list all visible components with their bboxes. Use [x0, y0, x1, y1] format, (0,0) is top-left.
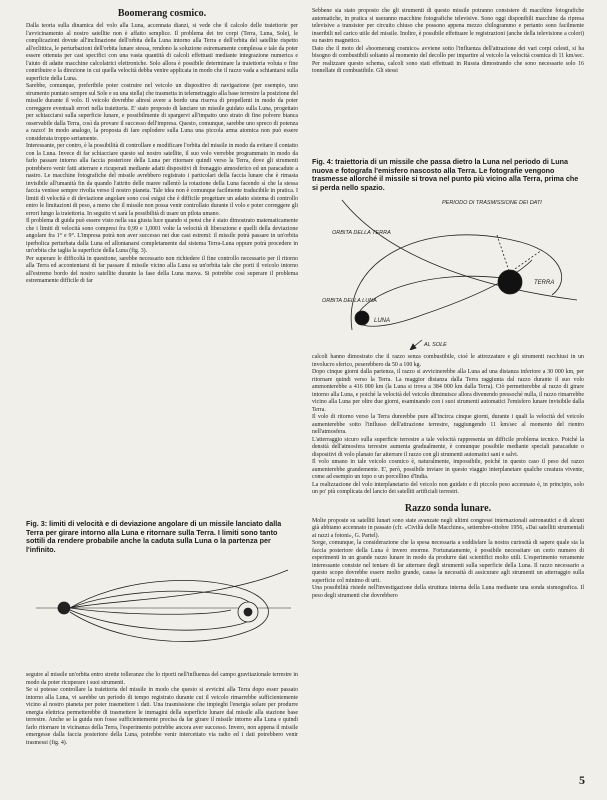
trajectory-path [70, 570, 288, 608]
transmission-label: PERIODO DI TRASMISSIONE DEI DATI [442, 200, 542, 206]
paragraph: Dato che il moto del «boomerang cosmico» avviene sotto l'influenza dell'attrazione dei vari corpi celesti, si ha bisogno di combustibili soltanto al momento del decollo per impartire al veicolo la velocità cosmica di 11 km/sec. Per realizzare questo schema, calcoli sono stati effettuati in Russia dimostrando che sono necessarie solo 16 tonnellate di combustibile. Gli stessi [312, 45, 584, 74]
paragraph: Dopo cinque giorni dalla partenza, il razzo si avvicinerebbe alla Luna ad una distanza inferiore a 30 000 km, per ritornare quindi verso la Terra. La maggior distanza dalla Terra raggiunta dal razzo durante il suo volo ammonterebbe a 416 000 km (la Luna si trova a 384 000 km dalla Terra). Ciò permetterebbe al razzo di girare intorno alla Luna, e poiché la velocità del veicolo diminuisce allora divenendo pressoché nulla, il razzo rimarrebbe vicino alla Luna per oltre due giorni, esaminando con i suoi strumenti automatici l'emisfero lunare invisibile dalla Terra. [312, 369, 584, 413]
left-column [26, 8, 298, 286]
fig3-caption: Fig. 3: limiti di velocità e di deviazione angolare di un missile lanciato dalla Terra per girare intorno alla Luna e ritornare sulla Terra. I limiti sono tanto sottili da rendere probabile anche la caduta sulla Luna o la partenza per l'infinito. [26, 519, 282, 554]
paragraph: Se si potesse controllare la traiettoria del missile in modo che questo si avvicini alla Terra dopo esser passato intorno alla Luna, vi sarebbe un periodo di tempo registrato durante cui il veicolo rimarrebbe sufficientemente vicino al nostro pianeta per poter trasmettere i dati. Una trasmissione che impieghi l'energia solare per produrre energia elettrica permetterebbe di trasmettere le immagini della superficie lunare dal missile alla stazione base terrestre. Anche se la guida non fosse sufficientemente precisa da far girare il missile intorno alla Luna e quindi farlo ritornare in vicinanza della Terra, l'esperimento potrebbe ancora aver successo. Invero, non appena il missile emergesse dalla faccia posteriore della Luna, potrebbe venir intercettato via radio ed i dati potrebbero venir trasmessi (fig. 4). [26, 687, 298, 746]
fig3-caption-block [26, 520, 298, 554]
fig4-caption-block [312, 158, 584, 192]
moon-orbit-label: ORBITA DELLA LUNA [322, 298, 377, 304]
left-column-bottom [26, 672, 298, 747]
moon-circle [355, 311, 369, 325]
moon-core [244, 608, 252, 616]
earth-orbit-label: ORBITA DELLA TERRA [332, 230, 391, 236]
paragraph: La realizzazione del volo interplanetario del veicolo non guidato e di piccolo peso accennato è, in principio, solo un po' più complicata del lancio dei satelliti artificiali terrestri. [312, 481, 584, 495]
paragraph: Dalla teoria sulla dinamica del volo alla Luna, accennata dianzi, si vede che il calcolo delle traiettorie per l'avvicinamento al nostro satellite non è affatto semplice. Il problema dei tre corpi (Terra, Luna, Sole), le complicazioni dovute all'inclinazione dell'orbita della Luna intorno alla Terra e dell'orbita del satellite rispetto all'eclittica, le perturbazioni dell'orbita lunare stessa, rendono la soluzione estremamente complessa e tale da poter essere ottenuta per casi specifici con una vasta quantità di calcoli effettuati mediante integrazione numerica e l'aiuto di adatte macchine calcolatrici elettroniche. Solo allora è possibile determinare la traiettoria voluta e fine contribuire e la direzione in cui quella velocità debba venire applicata in modo che il razzo vada a schiantarsi sulla superficie della Luna. [26, 23, 298, 82]
fig4-diagram [312, 190, 584, 350]
moon-label: LUNA [374, 318, 391, 324]
fig3-diagram [26, 550, 298, 670]
fig4-caption: Fig. 4: traiettoria di un missile che passa dietro la Luna nel periodo di Luna nuova e fotografa l'emisfero nascosto alla Terra. Le fotografie vengono trasmesse allorché il missile si trova nel punto più vicino alla Terra, prima che si perda nello spazio. [312, 157, 579, 192]
paragraph: Il volo umano in tale veicolo cosmico è, naturalmente, impossibile, poiché in questo caso il peso del razzo aumenterebbe grandemente. E', però, possibile inviare in questo viaggio interplanetare qualche creatura vivente, come ad esempio un topo o un porcellino d'India. [312, 459, 584, 480]
paragraph: seguire al missile un'orbita entro strette tolleranze che lo riporti nell'influenza del campo gravitazionale terrestre in modo da poter ricuperare i suoi strumenti. [26, 672, 298, 686]
paragraph: Sorge, comunque, la considerazione che la spesa necessaria a soddisfare la nostra curiosità di sapere quale sia la faccia posteriore della Luna è invero enorme. Fortunatamente, è possibile necessitare un certo numero di esperimenti in un grande razzo lunare in modo da produrre dati scientifici molto utili. L'esperimento veramente interessante consiste nel tentare di far atterrare degli strumenti sulla superficie della Luna. Il razzo necessario a questo scopo dovrebbe essere molto grande, causa la necessità di assicurare agli strumenti un atterraggio sulla superficie col minimo di urti. [312, 540, 584, 584]
paragraph: Interessante, per contro, è la possibilità di controllare e modificare l'orbita del missile in modo da evitare il contatto con la Luna. Invece di far schiacciare questo sul nostro satellite, il suo volo verrebbe programmato in modo da farlo passare intorno alla faccia posteriore della Luna per ritornare quindi verso la Terra, dove gli strumenti potrebbero venir fatti atterrare e ricuperati mediante adatti dispositivi di frenaggio atmosferico ed un paracadute a nastro. Le macchine fotografiche del missile avrebbero registrato i particolari della faccia lunare che è rimasta invisibile all'umanità fin da quando l'attrito delle maree rallentò la rotazione della Luna facendo sì che la stessa faccia venisse sempre rivolta verso il nostro pianeta. Tale idea non è comunque facilmente traducibile in pratica. I limiti di velocità e di deviazione angolare sono così esigui che è difficile progettare un adatto sistema di controllo entro le limitazioni di peso, a meno che il missile non possa venir controllato durante il volo e poter correggere gli errori lungo la traiettoria. In seguito vi sarà la possibilità di usare un pilota umano. [26, 143, 298, 217]
earth-label: TERRA [534, 280, 555, 286]
paragraph: Il volo di ritorno verso la Terra durerebbe pure all'incirca cinque giorni, durante i quali la velocità del veicolo aumenterebbe sotto l'influsso dell'attrazione terrestre, raggiungendo 11 km/sec al momento del rientro nell'atmosfera. [312, 414, 584, 435]
moon-orbit-arc [351, 235, 562, 330]
paragraph: Molte proposte su satelliti lunari sono state avanzate negli ultimi congressi internazionali astronautici e di alcuni già abbiamo accennato in passato (cfr. «Civiltà delle Macchine», settembre-ottobre 1956, «Dai satelliti strumentali ai razzi a fotoni», G. Partel). [312, 517, 584, 539]
paragraph: Il problema di guida può essere visto nella sua giusta luce quando si pensi che è stato dimostrato matematicamente che i limiti di velocità sono compresi fra 0,99 e 1,0001 volte la velocità di liberazione e quelli della deviazione angolare fra 1° e 9°. L'impresa potrà non aver successo nei due casi estremi: il missile potrà passare in un'orbita iperbolica perturbata dalla Luna ed allontanarsi completamente dal sistema Terra-Luna oppure potrà procedere in un'orbita che taglia la superficie della Luna (fig. 3). [26, 218, 298, 254]
sun-arrow-head [410, 344, 416, 350]
section-heading-razzo: Razzo sonda lunare. [404, 502, 492, 514]
right-column-bottom [312, 354, 584, 600]
paragraph: calcoli hanno dimostrato che il razzo senza combustibile, cioè le attrezzature e gli strumenti racchiusi in un involucro sferico, peserebbero da 50 a 100 kg. [312, 354, 584, 368]
section-heading-boomerang: Boomerang cosmico. [117, 8, 207, 19]
right-column-top [312, 8, 584, 76]
paragraph: Sebbene sia stato proposto che gli strumenti di questo missile potranno consistere di macchine fotografiche automatiche, in pratica si useranno macchine fotografiche televisive. Sono oggi disponibili macchine da ripresa televisive a transistor per circuito chiuso che possono appena mezzo chilogrammo e pertanto sono facilmente inseribili nel carico utile del missile. Inoltre, è possibile effettuare le registrazioni (anche della televisione a colori) su nastro magnetico. [312, 8, 584, 44]
paragraph: L'atterraggio sicuro sulla superficie terrestre a tale velocità rappresenta un difficile problema tecnico. Poiché la densità dell'atmosfera terrestre aumenta gradualmente, è comunque possibile mediante speciali paracadute o dispositivi di volo planato far atterrare il razzo con gli strumenti automatici sani e salvi. [312, 436, 584, 458]
trajectory-path [70, 608, 231, 614]
page-number: 5 [579, 773, 585, 787]
earth-circle [498, 270, 522, 294]
paragraph: Una possibilità risiede nell'investigazione della struttura interna della Luna mediante una sonda sismografica. Il peso degli strumenti che dovrebbero [312, 585, 584, 599]
paragraph: Per superare le difficoltà in questione, sarebbe necessario non richiedere il fine controllo necessario per il ritorno alla Terra ed accontentarsi di far passare il missile vicino alla Luna su un'orbita tale che porti il veicolo intorno all'estremo bordo del nostro satellite durante la fase della Luna nuova. Si potrebbe così superare il problema estremamente difficile di far [26, 255, 298, 284]
sun-label: AL SOLE [424, 342, 447, 348]
paragraph: Sarebbe, comunque, preferibile poter costruire nel veicolo un dispositivo di navigazione (per esempio, uno strumento puntato sempre sul Sole e su una stella) che trasmetta in telemetraggio alla base terrestre la posizione del missile durante il volo. Il veicolo dovrebbe altresì avere a bordo una riserva di propellenti in modo da poter correggere eventuali errori nella traiettoria. E' stato proposto di lanciare un missile guidato sulla Luna, progettato per schiacciarsi sulla superficie lunare, e possibilmente di spargervi all'impatto uno strato di fine polvere bianca osservabile dalla Terra, così da provare il successo dell'impresa. Questo, comunque, sarebbe uno spreco di potenza a razzo! In modo analogo, la proposta di fare esplodere sulla Luna una piccola arma atomica non può essere considerata troppo seriamente. [26, 83, 298, 142]
